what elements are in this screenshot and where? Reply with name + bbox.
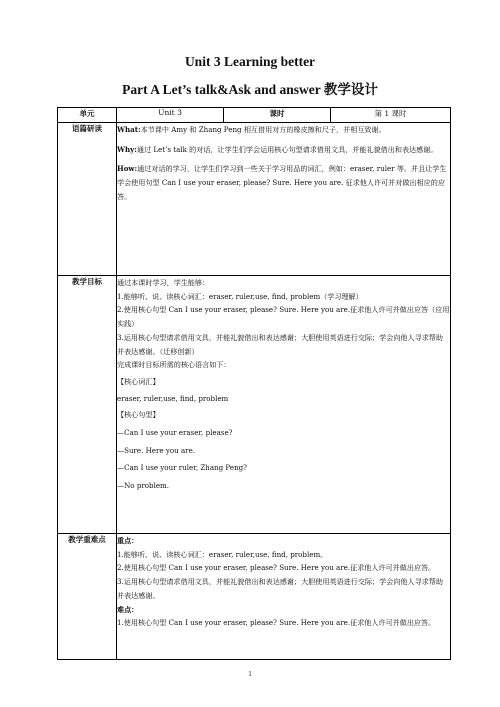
key-item: 1.能够听、说、读核心词汇：eraser, ruler,use, find, problem。 xyxy=(117,549,328,559)
vocab-heading: 【核心词汇】 xyxy=(117,376,160,386)
how-key: How: xyxy=(117,164,138,174)
text-study-content xyxy=(117,123,451,276)
document-subtitle: Part A Let’s talk&Ask and answer 教学设计 xyxy=(122,82,378,97)
why-text: 通过 Let’s talk 的对话，让学生们学会运用核心句型请求借用文具，并能礼貌借出和表达感谢。 xyxy=(136,144,438,154)
difficulty-item: 1.使用核心句型 Can I use your eraser, please? Sure. Here you are.征求他人许可并做出应答。 xyxy=(117,618,436,628)
objectives-content xyxy=(117,276,451,534)
pattern-line: —Can I use your ruler, Zhang Peng? xyxy=(117,463,247,473)
pattern-line: —Sure. Here you are. xyxy=(117,445,196,455)
objective-item: 2.使用核心句型 Can I use your eraser, please? Sure. Here you are.征求他人许可并做出应答（应用实践） xyxy=(117,305,450,329)
difficulty-heading: 难点： xyxy=(117,604,139,614)
table-header-row xyxy=(58,108,451,123)
pattern-line: —Can I use your eraser, please? xyxy=(117,428,233,438)
key-points-row xyxy=(58,534,451,660)
lesson-plan-table xyxy=(57,107,451,660)
text-study-row xyxy=(58,123,451,276)
objectives-row xyxy=(58,276,451,534)
pattern-line: —No problem. xyxy=(117,481,170,491)
objective-item: 1.能够听、说、读核心词汇：eraser, ruler,use, find, problem（学习理解） xyxy=(117,291,363,301)
vocab-list: eraser, ruler,use, find, problem xyxy=(117,393,229,403)
objectives-label: 教学目标 xyxy=(58,276,117,534)
key-points-content xyxy=(117,534,451,660)
key-points-label: 教学重难点 xyxy=(58,534,117,660)
key-heading: 重点： xyxy=(117,536,139,545)
document-title: Unit 3 Learning better xyxy=(184,54,316,69)
core-language-intro: 完成课时目标所需的核心语言如下： xyxy=(117,360,231,370)
text-study-label: 语篇研读 xyxy=(58,123,117,276)
key-item: 3.运用核心句型请求借用文具，并能礼貌借出和表达感谢；大胆使用英语进行交际；学会向他人寻求帮助并表达感谢。 xyxy=(117,577,443,600)
what-text: 本节课中 Amy 和 Zhang Peng 相互借用对方的橡皮擦和尺子，并相互致谢。 xyxy=(140,125,386,134)
how-text: 通过对话的学习，让学生们学习到一些关于学习用品的词汇，例如：eraser, ruler 等。并且让学生学会使用句型 Can I use your eraser, please? Sure. Here you are. 征求他人许可并对做出相应的应答。 xyxy=(117,164,447,201)
unit-value: Unit 3 xyxy=(117,108,224,123)
objective-item: 3.运用核心句型请求借用文具，并能礼貌借出和表达感谢；大胆使用英语进行交际；学会向他人寻求帮助并表达感谢。（迁移创新） xyxy=(117,332,443,356)
page-number: 1 xyxy=(248,670,252,678)
why-key: Why: xyxy=(117,144,137,154)
unit-label: 单元 xyxy=(58,108,117,123)
period-value: 第 1 课时 xyxy=(331,108,451,123)
pattern-heading: 【核心句型】 xyxy=(117,410,160,420)
what-key: What: xyxy=(117,125,141,134)
objectives-intro: 通过本课时学习，学生能够： xyxy=(117,278,210,287)
key-item: 2.使用核心句型 Can I use your eraser, please? Sure. Here you are.征求他人许可并做出应答。 xyxy=(117,563,436,573)
period-label: 课时 xyxy=(224,108,331,123)
